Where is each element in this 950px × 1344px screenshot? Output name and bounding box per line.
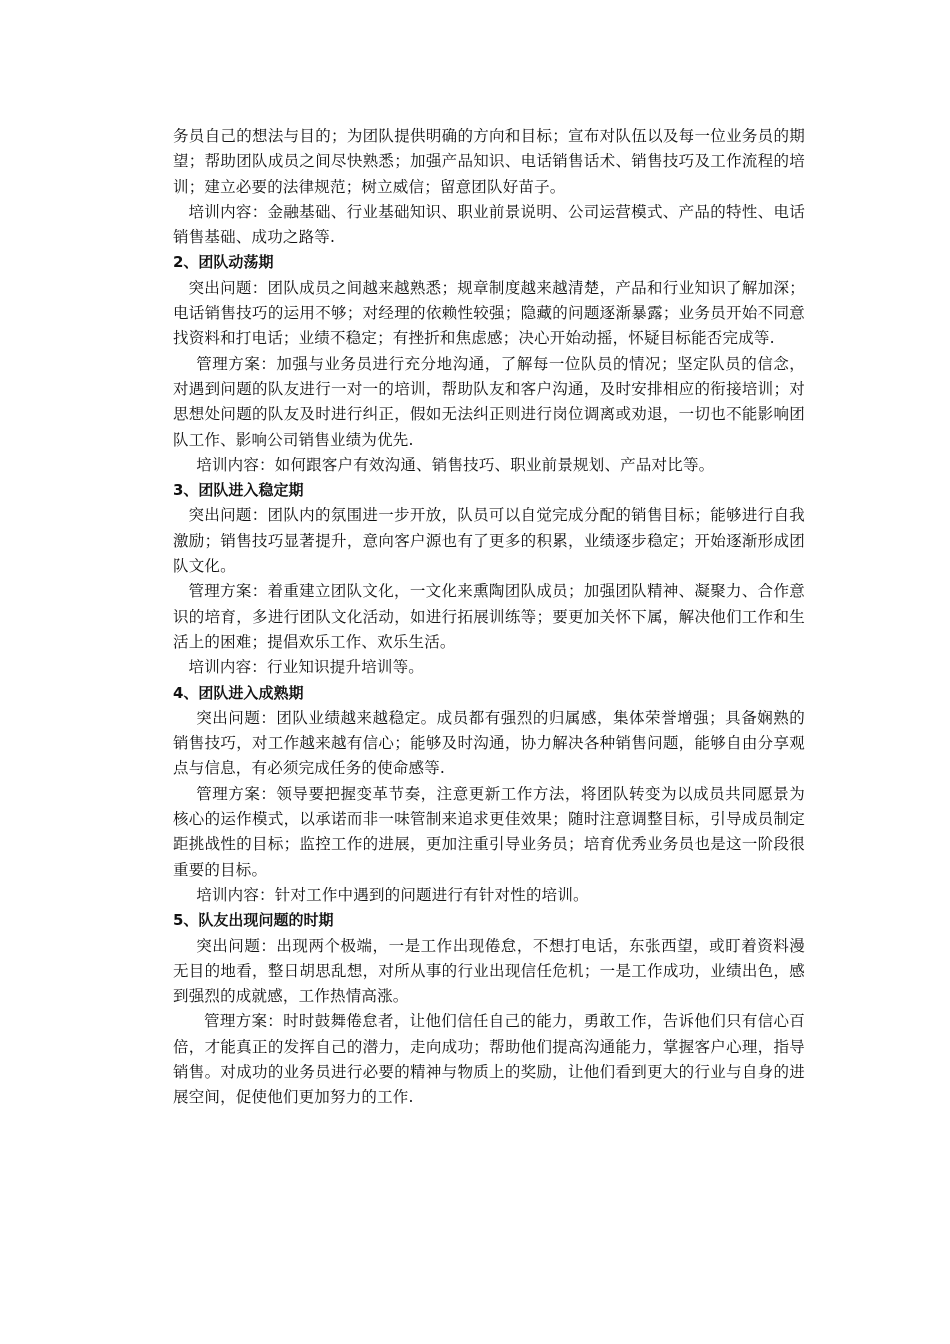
document-page [173, 124, 805, 1111]
intro-paragraph: 务员自己的想法与目的；为团队提供明确的方向和目标；宣布对队伍以及每一位业务员的期望；帮助团队成员之间尽快熟悉；加强产品知识、电话销售话术、销售技巧及工作流程的培训；建立必要的法律规范；树立威信；留意团队好苗子。 [173, 127, 805, 196]
section-4-training: 培训内容：针对工作中遇到的问题进行有针对性的培训。 [196, 885, 589, 904]
section-3-heading: 3、团队进入稳定期 [173, 481, 304, 500]
section-5-management: 管理方案：时时鼓舞倦怠者，让他们信任自己的能力，勇敢工作，告诉他们只有信心百倍，才能真正的发挥自己的潜力，走向成功；帮助他们提高沟通能力，掌握客户心理，指导销售。对成功的业务员进行必要的精神与物质上的奖励，让他们看到更大的行业与自身的进展空间，促使他们更加努力的工作. [173, 1012, 805, 1107]
section-2-management: 管理方案：加强与业务员进行充分地沟通，了解每一位队员的情况；坚定队员的信念，对遇到问题的队友进行一对一的培训，帮助队友和客户沟通，及时安排相应的衔接培训；对思想处问题的队友及时进行纠正，假如无法纠正则进行岗位调离或劝退，一切也不能影响团队工作、影响公司销售业绩为优先. [173, 354, 805, 449]
intro-training-paragraph: 培训内容：金融基础、行业基础知识、职业前景说明、公司运营模式、产品的特性、电话销售基础、成功之路等. [173, 202, 805, 247]
section-4-heading: 4、团队进入成熟期 [173, 683, 304, 702]
section-5-heading: 5、队友出现问题的时期 [173, 911, 334, 930]
section-2-training: 培训内容：如何跟客户有效沟通、销售技巧、职业前景规划、产品对比等。 [196, 455, 715, 474]
section-5-issues: 突出问题：出现两个极端，一是工作出现倦怠，不想打电话，东张西望，或盯着资料漫无目的地看，整日胡思乱想，对所从事的行业出现信任危机；一是工作成功，业绩出色，感到强烈的成就感，工作热情高涨。 [173, 936, 805, 1006]
section-3-management: 管理方案：着重建立团队文化，一文化来熏陶团队成员；加强团队精神、凝聚力、合作意识的培育，多进行团队文化活动，如进行拓展训练等；要更加关怀下属，解决他们工作和生活上的困难；提倡欢乐工作、欢乐生活。 [173, 582, 805, 651]
section-3-training: 培训内容：行业知识提升培训等。 [188, 658, 425, 677]
section-4-management: 管理方案：领导要把握变革节奏，注意更新工作方法，将团队转变为以成员共同愿景为核心的运作模式，以承诺而非一味管制来追求更佳效果；随时注意调整目标，引导成员制定距挑战性的目标；监控工作的进展，更加注重引导业务员；培育优秀业务员也是这一阶段很重要的目标。 [173, 784, 805, 879]
section-3-issues: 突出问题：团队内的氛围进一步开放，队员可以自觉完成分配的销售目标；能够进行自我激励；销售技巧显著提升，意向客户源也有了更多的积累，业绩逐步稳定；开始逐渐形成团队文化。 [173, 506, 805, 576]
section-2-heading: 2、团队动荡期 [173, 253, 274, 272]
section-2-issues: 突出问题：团队成员之间越来越熟悉；规章制度越来越清楚，产品和行业知识了解加深；电话销售技巧的运用不够；对经理的依赖性较强；隐藏的问题逐渐暴露；业务员开始不同意找资料和打电话；业绩不稳定；有挫折和焦虑感；决心开始动摇，怀疑目标能否完成等. [173, 278, 805, 348]
section-4-issues: 突出问题：团队业绩越来越稳定。成员都有强烈的归属感，集体荣誉增强；具备娴熟的销售技巧，对工作越来越有信心；能够及时沟通，协力解决各种销售问题，能够自由分享观点与信息，有必须完成任务的使命感等. [173, 708, 805, 778]
